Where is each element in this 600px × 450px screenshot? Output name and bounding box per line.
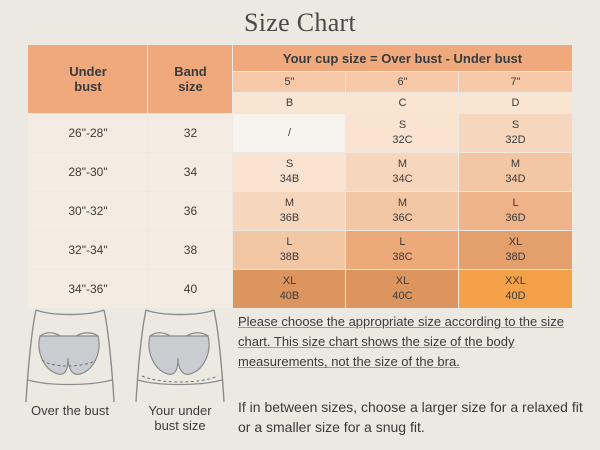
cell-code: 34B (279, 173, 300, 185)
cell-code: 34D (505, 173, 526, 185)
row-under-bust: 34"-36" (28, 270, 148, 309)
cup-inch-0: 5" (233, 72, 346, 93)
cell-size: L (399, 236, 406, 249)
cell-40-D (459, 270, 572, 309)
cell-code: 36D (505, 212, 526, 224)
cell-38-D (459, 231, 572, 270)
row-under-bust: 26"-28" (28, 114, 148, 153)
cell-36-D (459, 192, 572, 231)
cell-34-B (233, 153, 346, 192)
cell-size: L (512, 197, 519, 210)
cup-inch-1: 6" (346, 72, 459, 93)
table-row (28, 192, 572, 231)
cell-code: 32D (505, 134, 526, 146)
cell-34-D (459, 153, 572, 192)
cup-letter-0: B (233, 93, 346, 114)
cell-size: XL (395, 275, 410, 288)
cell-code: 38B (279, 251, 300, 263)
table-row (28, 114, 572, 153)
row-band-size: 34 (148, 153, 233, 192)
cell-32-B (233, 114, 346, 153)
cell-code: 40B (279, 290, 300, 302)
figure-over-bust (18, 306, 122, 419)
cell-code: 40D (505, 290, 526, 302)
cell-size: S (511, 119, 520, 132)
row-under-bust: 28"-30" (28, 153, 148, 192)
cell-size: M (397, 158, 408, 171)
cell-size: M (397, 197, 408, 210)
page-title: Size Chart (243, 8, 357, 37)
cell-size: XXL (505, 275, 526, 288)
over-bust-illustration (18, 306, 122, 404)
size-chart-table (27, 44, 572, 309)
cell-code: 38C (392, 251, 413, 263)
cell-38-C (346, 231, 459, 270)
row-band-size: 36 (148, 192, 233, 231)
under-bust-illustration (128, 306, 232, 404)
cup-inch-2: 7" (459, 72, 572, 93)
row-band-size: 38 (148, 231, 233, 270)
cell-size: M (284, 197, 295, 210)
cell-40-B (233, 270, 346, 309)
cell-36-B (233, 192, 346, 231)
cell-32-C (346, 114, 459, 153)
row-band-size: 32 (148, 114, 233, 153)
cell-code: 34C (392, 173, 413, 185)
table-row (28, 153, 572, 192)
cell-36-C (346, 192, 459, 231)
cell-size: XL (508, 236, 523, 249)
header-band-size: Band size (148, 45, 233, 114)
cell-32-D (459, 114, 572, 153)
cell-code: 36B (279, 212, 300, 224)
cell-size: S (285, 158, 294, 171)
cell-38-B (233, 231, 346, 270)
figure-caption-under-bust: Your under bust size (148, 403, 212, 433)
header-under-bust: Under bust (28, 45, 148, 114)
note-in-between-sizes: If in between sizes, choose a larger size for a relaxed fit or a smaller size for a snug fit. (238, 399, 583, 435)
cell-code: 36C (392, 212, 413, 224)
cell-size: M (510, 158, 521, 171)
row-under-bust: 30"-32" (28, 192, 148, 231)
table-row (28, 231, 572, 270)
cell-code: 40C (392, 290, 413, 302)
cell-size: / (287, 126, 292, 139)
figure-caption-over-bust: Over the bust (30, 403, 110, 418)
row-under-bust: 32"-34" (28, 231, 148, 270)
header-cup-banner: Your cup size = Over bust - Under bust (233, 45, 572, 72)
cell-34-C (346, 153, 459, 192)
cup-letter-2: D (459, 93, 572, 114)
cell-40-C (346, 270, 459, 309)
table-header-row (28, 45, 572, 72)
cell-code: 32C (392, 134, 413, 146)
cell-size: XL (282, 275, 297, 288)
cell-code: 38D (505, 251, 526, 263)
lower-section (0, 306, 600, 450)
cup-letter-1: C (346, 93, 459, 114)
figure-under-bust (128, 306, 232, 434)
cell-size: S (398, 119, 407, 132)
cell-size: L (286, 236, 293, 249)
row-band-size: 40 (148, 270, 233, 309)
table-row (28, 270, 572, 309)
note-size-chart-text: Please choose the appropriate size according to the size chart. This size chart shows the size of the body measurements, not the size of the bra. (238, 314, 564, 370)
note-size-chart (238, 312, 586, 372)
